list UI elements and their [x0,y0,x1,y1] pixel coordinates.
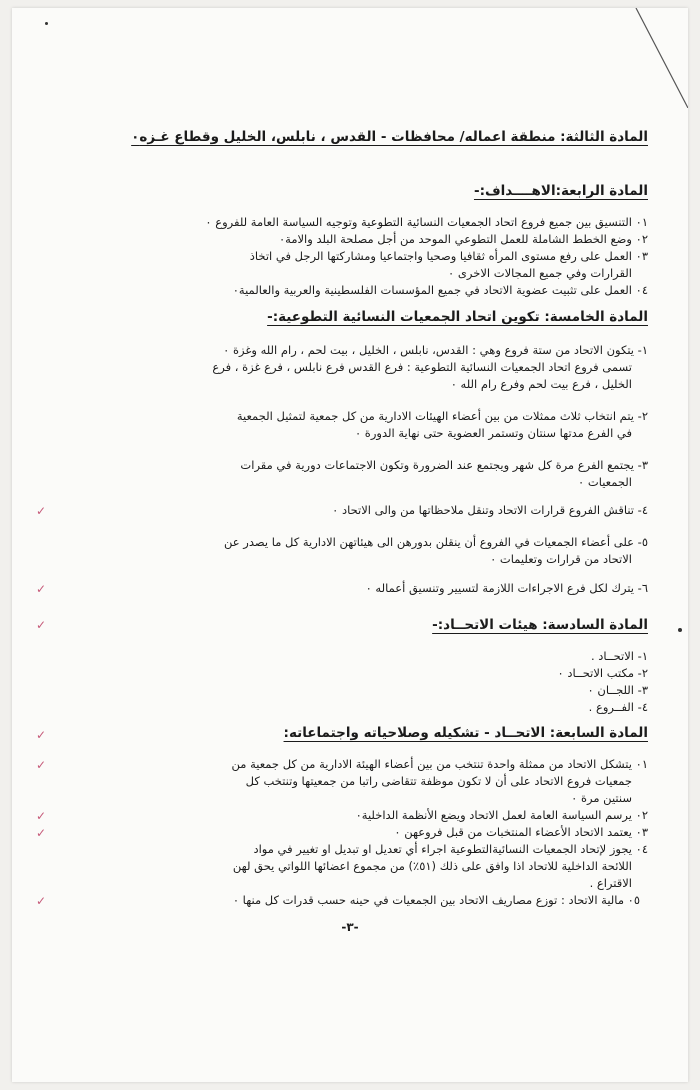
article-7-heading: المادة السابعة: الاتحــاد - تشكيله وصلاحياته واجتماعاته: [283,725,648,741]
list-item: ٦- يترك لكل فرع الاجراءات اللازمة لتسيير وتنسيق أعماله ٠ [365,581,648,595]
list-item: ١- يتكون الاتحاد من ستة فروع وهي : القدس، نابلس ، الخليل ، بيت لحم ، رام الله وغزة ٠ [223,343,648,357]
list-item: ١- الاتحــاد . [590,649,648,663]
list-item: ٠٢ وضع الخطط الشاملة للعمل التطوعي الموحد من أجل مصلحة البلد والامة٠ [278,232,648,246]
list-item-continuation: الاقتراع . [589,876,632,890]
check-mark-icon: ✓ [35,758,46,772]
check-mark-icon: ✓ [35,504,46,518]
list-item: ٠٥ مالية الاتحاد : توزع مصاريف الاتحاد بين الجمعيات في حينه حسب قدرات كل منها ٠ [232,893,640,907]
list-item-continuation: اللائحة الداخلية للاتحاد اذا وافق على ذلك (٥١٪) من مجموع اعضائها اللواتي يحق لهن [232,859,632,873]
article-3-heading: المادة الثالثة: منطقة اعماله/ محافظات - القدس ، نابلس، الخليل وقطاع غـزه٠ [131,129,648,145]
article-5-heading: المادة الخامسة: تكوين اتحاد الجمعيات النسائية التطوعية:- [267,309,648,325]
list-item-continuation: في الفرع مدتها سنتان وتستمر العضوية حتى نهاية الدورة ٠ [354,426,632,440]
list-item: ٠١ يتشكل الاتحاد من ممثلة واحدة تنتخب من بين أعضاء الهيئة الادارية من كل جمعية من [231,757,648,771]
list-item: ٠٤ العمل على تثبيت عضوية الاتحاد في جميع المؤسسات الفلسطينية والعربية والعالمية٠ [232,283,648,297]
document-body [35,118,648,1042]
list-item-continuation: القرارات وفي جميع المجالات الاخرى ٠ [448,266,632,280]
list-item: ٠٢ يرسم السياسة العامة لعمل الاتحاد ويضع الأنظمة الداخلية٠ [355,808,648,822]
list-item-continuation: الجمعيات ٠ [578,475,632,489]
page-number: -٣- [341,920,359,934]
list-item: ٢- يتم انتخاب ثلاث ممثلات من بين أعضاء الهيئات الادارية من كل جمعية لتمثيل الجمعية [236,409,648,423]
check-mark-icon: ✓ [35,826,46,840]
list-item: ٤- تناقش الفروع قرارات الاتحاد وتنقل ملاحظاتها من والى الاتحاد ٠ [332,503,648,517]
list-item-continuation: سنتين مرة ٠ [571,791,632,805]
check-mark-icon: ✓ [35,809,46,823]
check-mark-icon: ✓ [35,894,46,908]
page-fold-corner [628,8,688,108]
list-item: ٤- الفــروع . [588,700,648,714]
check-mark-icon: ✓ [35,582,46,596]
list-item: ٥- على أعضاء الجمعيات في الفروع أن ينقلن بدورهن الى هيئاتهن الادارية كل ما يصدر عن [224,535,648,549]
article-6-heading: المادة السادسة: هيئات الاتحــاد:- [432,617,648,633]
list-item: ٠٣ العمل على رفع مستوى المرأه ثقافيا وصحيا واجتماعيا ومشاركتها الرجل في اتخاذ [249,249,648,263]
speck [45,22,48,25]
list-item: ٣- اللجــان ٠ [587,683,648,697]
list-item: ٠١ التنسيق بين جميع فروع اتحاد الجمعيات النسائية التطوعية وتوجيه السياسة العامة للفروع ٠ [205,215,648,229]
list-item-continuation: تسمى فروع اتحاد الجمعيات النسائية التطوعية : فرع القدس فرع نابلس ، فرع غزة ، فرع [212,360,632,374]
check-mark-icon: ✓ [35,618,46,632]
list-item-continuation: الخليل ، فرع بيت لحم وفرع رام الله ٠ [450,377,632,391]
list-item-continuation: الاتحاد من قرارات وتعليمات ٠ [490,552,632,566]
speck [678,628,682,632]
list-item-continuation: جمعيات فروع الاتحاد على أن لا تكون موظفة تتقاضى راتبا من جمعيتها وتنتخب كل [245,774,632,788]
list-item: ٣- يجتمع الفرع مرة كل شهر ويجتمع عند الضرورة وتكون الاجتماعات دورية في مقرات [240,458,648,472]
article-4-heading: المادة الرابعة:الاهــــداف:- [473,183,648,199]
list-item: ٢- مكتب الاتحــاد ٠ [557,666,648,680]
list-item: ٠٣ يعتمد الاتحاد الأعضاء المنتخبات من قبل فروعهن ٠ [394,825,648,839]
check-mark-icon: ✓ [35,728,46,742]
list-item: ٠٤ يجوز لإتحاد الجمعيات النسائيةالتطوعية اجراء أي تعديل او تبديل او تغيير في مواد [253,842,648,856]
document-page [12,8,688,1082]
